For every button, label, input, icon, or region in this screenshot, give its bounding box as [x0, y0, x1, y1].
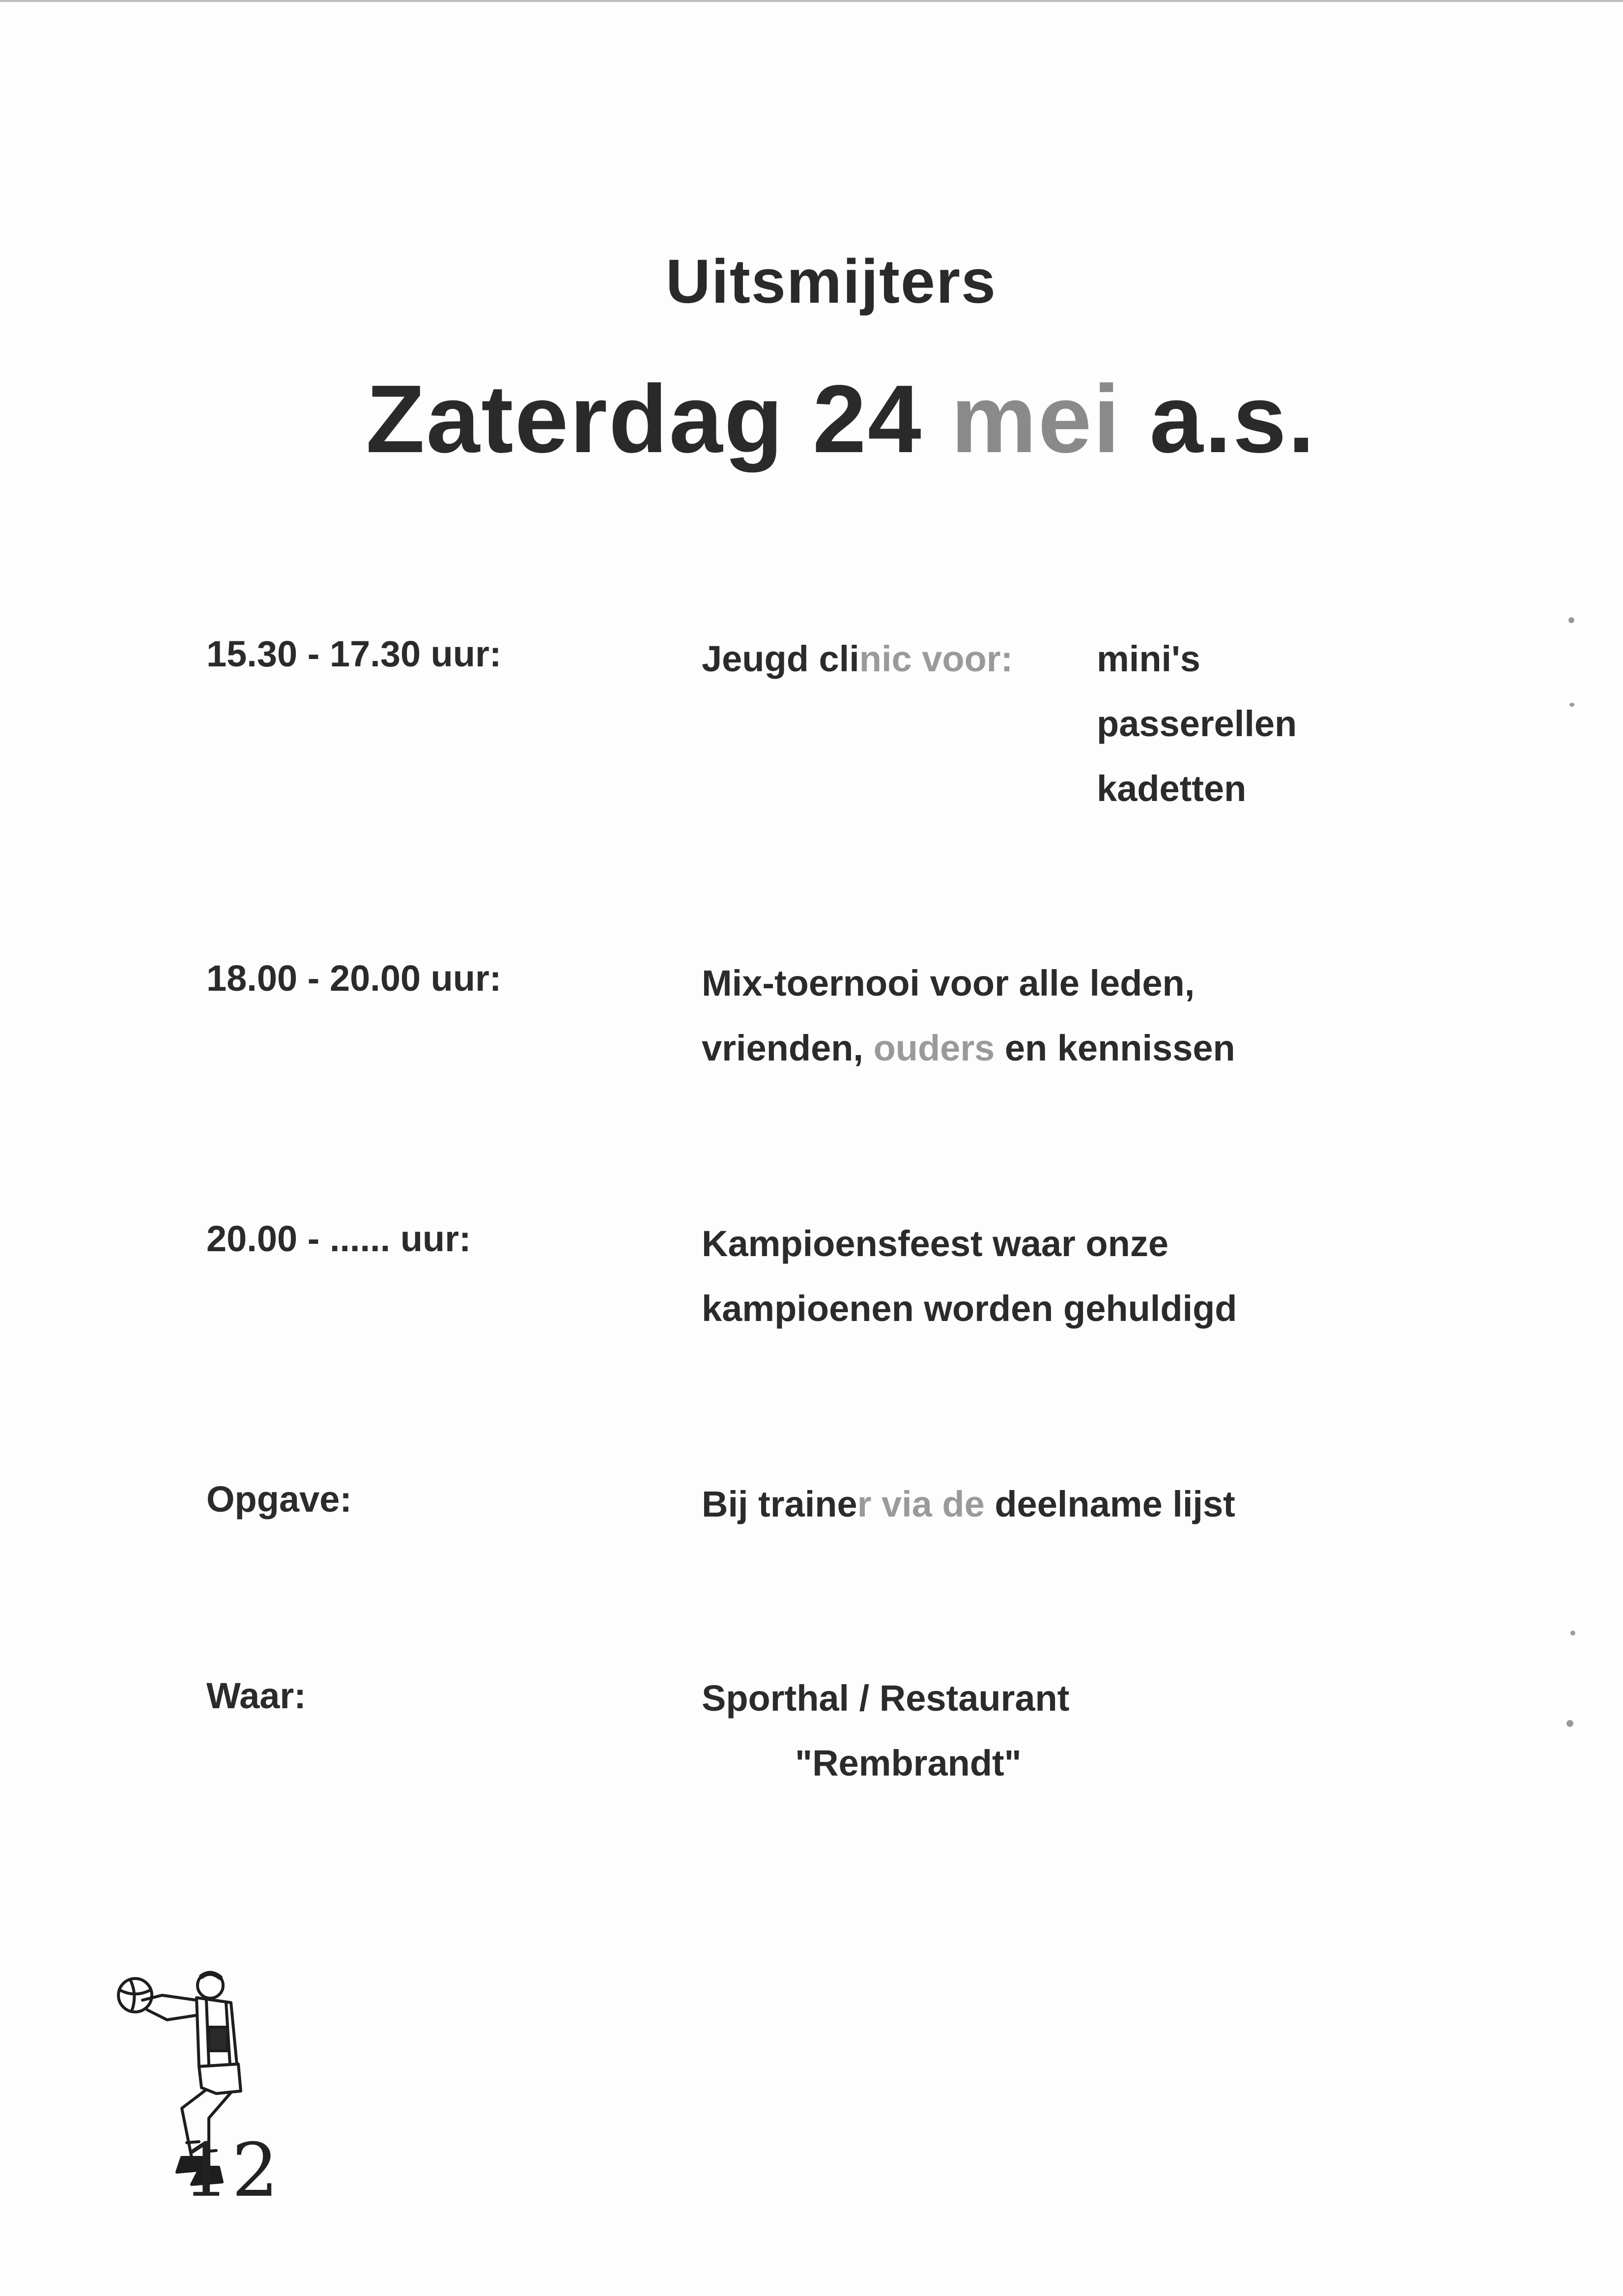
location-line: Sporthal / Restaurant	[702, 1678, 1070, 1719]
registration-value	[702, 1472, 1235, 1537]
schedule-activity-2	[702, 951, 1235, 1081]
activity-line	[702, 1016, 1235, 1081]
activity-text: vrienden,	[702, 1028, 874, 1068]
subtitle-text: Uitsmijters	[665, 247, 997, 316]
list-item: passerellen	[1097, 703, 1297, 744]
location-label: Waar:	[206, 1675, 306, 1716]
activity-line: kampioenen worden gehuldigd	[702, 1288, 1237, 1329]
schedule-time-1: 15.30 - 17.30 uur:	[206, 633, 502, 674]
page-number: 12	[183, 2128, 281, 2213]
title-text: Zaterdag 24	[366, 365, 951, 473]
list-item: kadetten	[1097, 768, 1247, 809]
activity-line: Kampioensfeest waar onze	[702, 1223, 1168, 1264]
page-subtitle	[20, 246, 1623, 317]
scan-speck	[1568, 617, 1574, 623]
page-title	[29, 364, 1623, 474]
scan-speck	[1570, 1631, 1575, 1636]
activity-text: Bij traine	[702, 1484, 857, 1524]
list-item: mini's	[1097, 638, 1200, 679]
location-value	[702, 1666, 1069, 1796]
activity-text: en kennissen	[995, 1028, 1235, 1068]
title-tail-text: a.s.	[1121, 365, 1316, 473]
scan-speck	[1569, 703, 1574, 707]
registration-label: Opgave:	[206, 1479, 352, 1520]
activity-text: Jeugd cli	[702, 638, 859, 679]
activity-faded-text: r via de	[857, 1484, 985, 1524]
location-line: "Rembrandt"	[795, 1743, 1022, 1783]
schedule-time-2: 18.00 - 20.00 uur:	[206, 958, 502, 999]
activity-line: Mix-toernooi voor alle leden,	[702, 963, 1195, 1004]
activity-faded-text: ouders	[873, 1028, 995, 1068]
activity-faded-text: nic voor:	[859, 638, 1013, 679]
title-faded-text: mei	[951, 365, 1122, 473]
top-border	[0, 0, 1623, 2]
schedule-activity-1	[702, 627, 1013, 691]
schedule-time-3: 20.00 - ...... uur:	[206, 1218, 471, 1259]
scan-speck	[1566, 1720, 1573, 1727]
schedule-activity-3	[702, 1211, 1237, 1341]
target-group-list	[1097, 627, 1297, 821]
activity-text: deelname lijst	[984, 1484, 1235, 1524]
